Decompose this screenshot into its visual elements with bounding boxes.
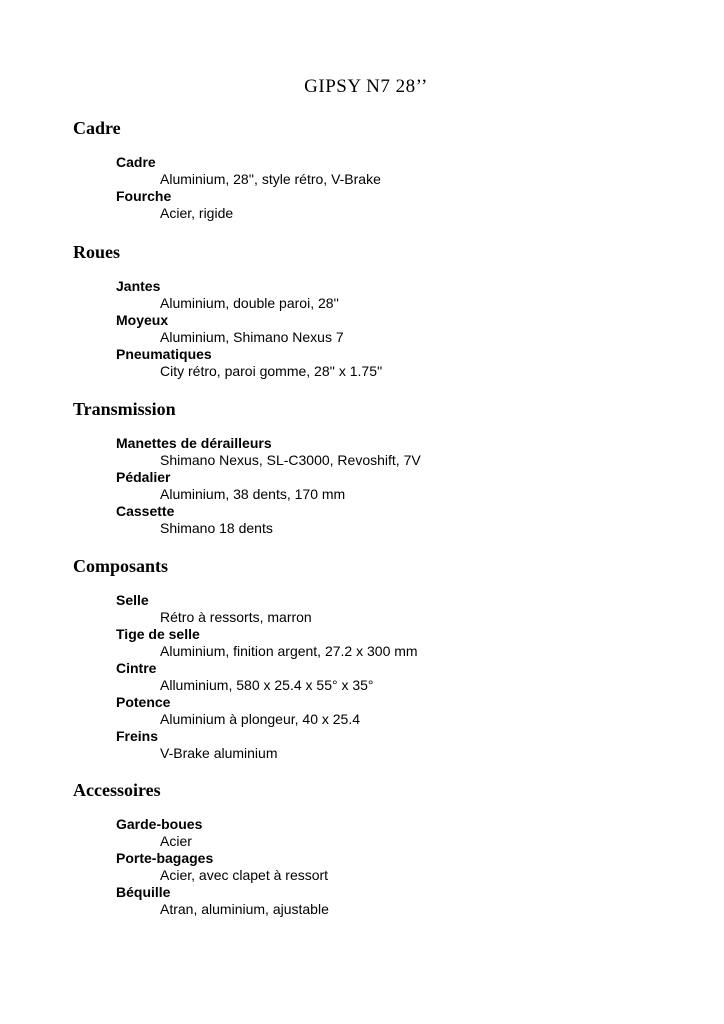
spec-value: Aluminium, finition argent, 27.2 x 300 mm bbox=[160, 643, 418, 659]
spec-item bbox=[116, 503, 673, 537]
section-heading: Cadre bbox=[73, 118, 121, 138]
spec-label: Jantes bbox=[116, 278, 161, 294]
spec-value: Aluminium, 38 dents, 170 mm bbox=[160, 486, 346, 502]
spec-item bbox=[116, 278, 673, 312]
spec-label: Cintre bbox=[116, 660, 157, 676]
spec-value: Shimano 18 dents bbox=[160, 520, 273, 536]
spec-label: Porte-bagages bbox=[116, 850, 214, 866]
spec-item bbox=[116, 816, 673, 850]
spec-label: Selle bbox=[116, 592, 149, 608]
spec-value: Atran, aluminium, ajustable bbox=[160, 901, 329, 917]
spec-item bbox=[116, 154, 673, 188]
section-heading: Transmission bbox=[73, 399, 176, 419]
section-transmission bbox=[73, 397, 673, 537]
section-roues bbox=[73, 240, 673, 380]
spec-label: Cadre bbox=[116, 154, 156, 170]
section-heading: Roues bbox=[73, 242, 121, 262]
spec-value: Shimano Nexus, SL-C3000, Revoshift, 7V bbox=[160, 452, 421, 468]
spec-value: Aluminium, double paroi, 28'' bbox=[160, 295, 339, 311]
spec-label: Fourche bbox=[116, 188, 172, 204]
section-composants bbox=[73, 554, 673, 762]
spec-item bbox=[116, 728, 673, 762]
spec-label: Pneumatiques bbox=[116, 346, 212, 362]
spec-value: Rétro à ressorts, marron bbox=[160, 609, 312, 625]
spec-item bbox=[116, 435, 673, 469]
spec-item bbox=[116, 312, 673, 346]
spec-label: Tige de selle bbox=[116, 626, 200, 642]
spec-item bbox=[116, 850, 673, 884]
spec-item bbox=[116, 660, 673, 694]
spec-label: Manettes de dérailleurs bbox=[116, 435, 272, 451]
section-heading: Composants bbox=[73, 556, 169, 576]
spec-item bbox=[116, 592, 673, 626]
spec-value: V-Brake aluminium bbox=[160, 745, 278, 761]
section-accessoires bbox=[73, 778, 673, 918]
spec-label: Béquille bbox=[116, 884, 171, 900]
document-title: GIPSY N7 28’’ bbox=[304, 76, 428, 97]
spec-value: Aluminium, Shimano Nexus 7 bbox=[160, 329, 344, 345]
spec-value: City rétro, paroi gomme, 28'' x 1.75'' bbox=[160, 363, 383, 379]
spec-item bbox=[116, 346, 673, 380]
spec-value: Acier, avec clapet à ressort bbox=[160, 867, 329, 883]
spec-label: Moyeux bbox=[116, 312, 169, 328]
spec-value: Aluminium à plongeur, 40 x 25.4 bbox=[160, 711, 361, 727]
spec-value: Acier, rigide bbox=[160, 205, 234, 221]
spec-value: Aluminium, 28'', style rétro, V-Brake bbox=[160, 171, 381, 187]
spec-label: Garde-boues bbox=[116, 816, 203, 832]
spec-item bbox=[116, 884, 673, 918]
spec-item bbox=[116, 469, 673, 503]
spec-item bbox=[116, 188, 673, 222]
spec-label: Cassette bbox=[116, 503, 175, 519]
spec-label: Pédalier bbox=[116, 469, 171, 485]
section-heading: Accessoires bbox=[73, 780, 161, 800]
section-cadre bbox=[73, 116, 673, 222]
spec-item bbox=[116, 694, 673, 728]
spec-label: Freins bbox=[116, 728, 159, 744]
spec-value: Acier bbox=[160, 833, 192, 849]
spec-value: Alluminium, 580 x 25.4 x 55° x 35° bbox=[160, 677, 374, 693]
spec-item bbox=[116, 626, 673, 660]
spec-label: Potence bbox=[116, 694, 171, 710]
